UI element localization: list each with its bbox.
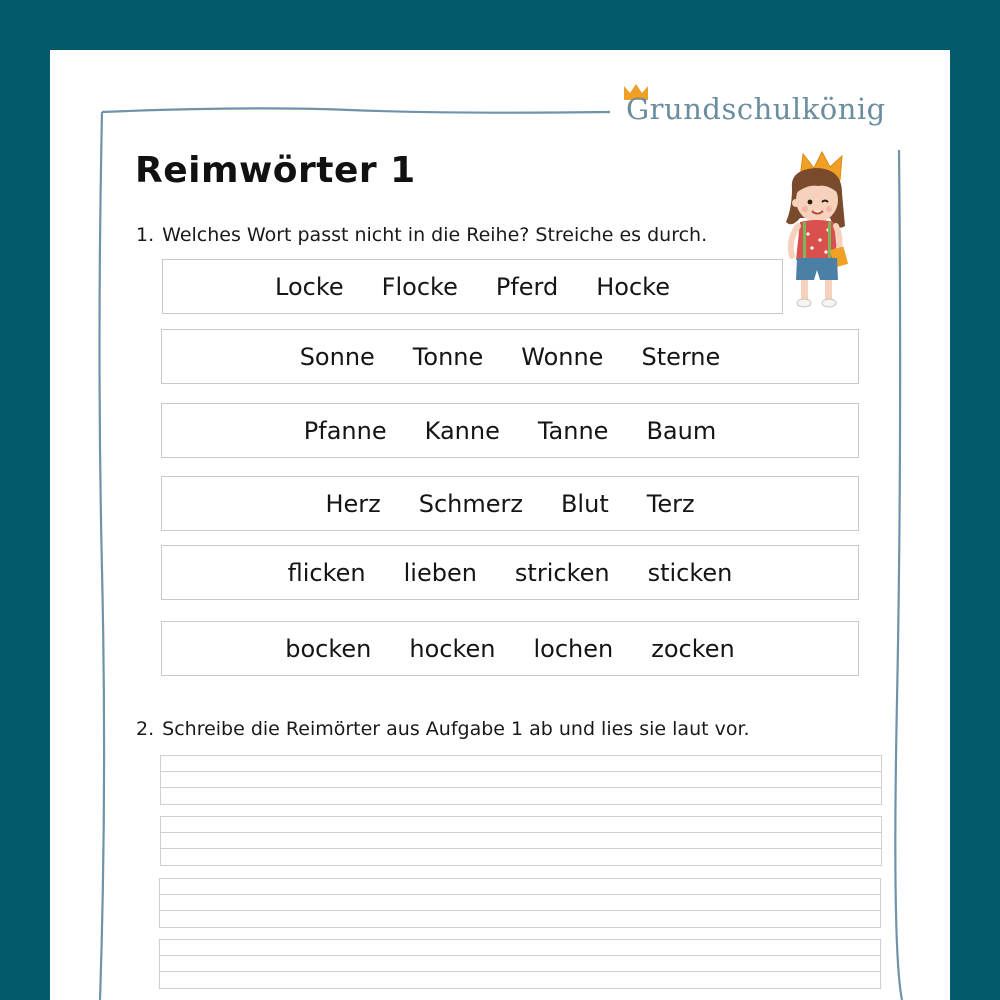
word[interactable]: Tanne xyxy=(537,416,609,445)
word[interactable]: Wonne xyxy=(521,342,604,371)
word[interactable]: Blut xyxy=(560,489,609,518)
word[interactable]: Tonne xyxy=(412,342,484,371)
task1-text: Welches Wort passt nicht in die Reihe? Streiche es durch. xyxy=(162,224,708,246)
writing-lines-3[interactable] xyxy=(159,878,881,928)
word[interactable]: lochen xyxy=(533,634,614,663)
word[interactable]: Baum xyxy=(646,416,717,445)
word[interactable]: bocken xyxy=(285,634,372,663)
word-row-4 xyxy=(161,476,859,531)
word[interactable]: flicken xyxy=(287,558,366,587)
word[interactable]: Herz xyxy=(325,489,381,518)
writing-lines-4[interactable] xyxy=(159,939,881,989)
word[interactable]: Schmerz xyxy=(418,489,523,518)
word[interactable]: zocken xyxy=(651,634,735,663)
word-row-6 xyxy=(161,621,859,676)
word[interactable]: Flocke xyxy=(381,272,458,301)
brand-logo xyxy=(626,92,886,126)
word-row-3 xyxy=(161,403,859,458)
word-row-2 xyxy=(161,329,859,384)
word[interactable]: stricken xyxy=(514,558,610,587)
task2-instruction xyxy=(136,718,750,740)
word[interactable]: Locke xyxy=(275,272,344,301)
brand-name: Grundschulkönig xyxy=(626,92,886,126)
word[interactable]: Pfanne xyxy=(303,416,387,445)
word[interactable]: sticken xyxy=(647,558,733,587)
word[interactable]: Pferd xyxy=(495,272,559,301)
word[interactable]: Sonne xyxy=(299,342,375,371)
writing-lines-2[interactable] xyxy=(160,816,882,866)
word-row-5 xyxy=(161,545,859,600)
word-row-1 xyxy=(162,259,783,314)
word[interactable]: Sterne xyxy=(641,342,721,371)
word[interactable]: hocken xyxy=(409,634,496,663)
task2-text: Schreibe die Reimörter aus Aufgabe 1 ab und lies sie laut vor. xyxy=(162,718,750,740)
word[interactable]: lieben xyxy=(403,558,477,587)
worksheet-page xyxy=(50,50,950,1000)
child-with-crown-illustration xyxy=(770,148,865,318)
word[interactable]: Terz xyxy=(646,489,695,518)
word[interactable]: Hocke xyxy=(596,272,670,301)
worksheet-title: Reimwörter 1 xyxy=(135,150,416,191)
task1-instruction xyxy=(136,224,707,246)
task2-number: 2. xyxy=(136,718,155,740)
word[interactable]: Kanne xyxy=(424,416,500,445)
writing-lines-1[interactable] xyxy=(160,755,882,805)
task1-number: 1. xyxy=(136,224,155,246)
